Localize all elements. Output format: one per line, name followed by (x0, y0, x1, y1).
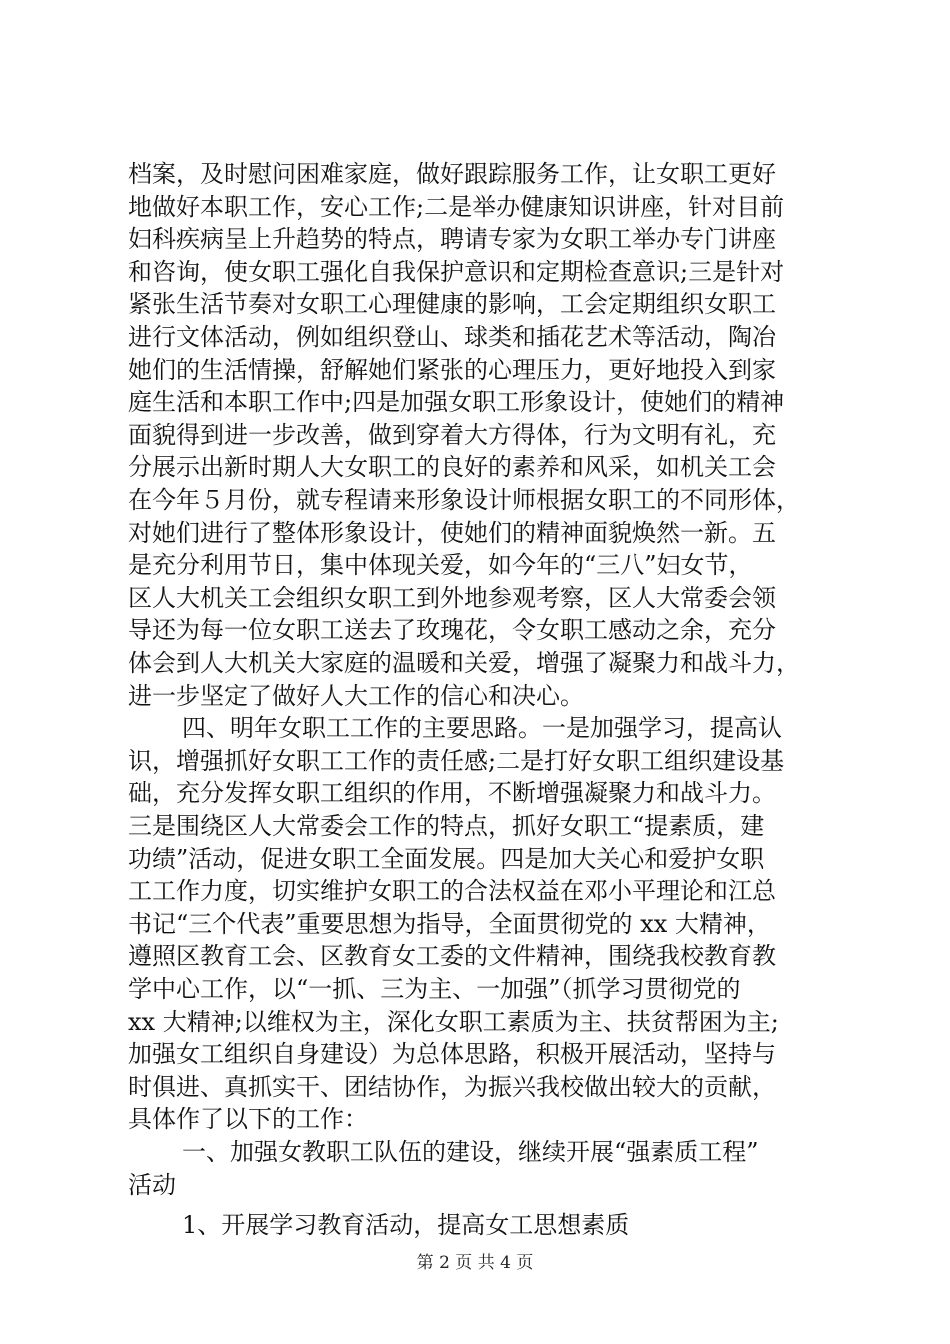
body-line: 面貌得到进一步改善，做到穿着大方得体，行为文明有礼，充 (128, 420, 776, 449)
body-line: 她们的生活情操，舒解她们紧张的心理压力，更好地投入到家 (128, 355, 776, 384)
body-line: 是充分利用节日，集中体现关爱，如今年的“三八”妇女节， (128, 551, 753, 580)
body-line: 识，增强抓好女职工工作的责任感;二是打好女职工组织建设基 (128, 746, 785, 775)
body-line: 在今年５月份，就专程请来形象设计师根据女职工的不同形体， (128, 486, 800, 514)
body-line: 体会到人大机关大家庭的温暖和关爱，增强了凝聚力和战斗力， (128, 649, 800, 677)
section-heading-line: 一、加强女教职工队伍的建设，继续开展“强素质工程” (182, 1138, 759, 1166)
body-line: 分展示出新时期人大女职工的良好的素养和风采，如机关工会 (128, 453, 776, 482)
body-line: 档案，及时慰问困难家庭，做好跟踪服务工作，让女职工更好 (128, 160, 776, 188)
body-line: 对她们进行了整体形象设计，使她们的精神面貌焕然一新。五 (128, 518, 776, 547)
body-line: 三是围绕区人大常委会工作的特点，抓好女职工“提素质，建 (128, 812, 765, 840)
body-line: 区人大机关工会组织女职工到外地参观考察，区人大常委会领 (128, 583, 776, 612)
section-heading-line: 四、明年女职工工作的主要思路。一是加强学习，提高认 (182, 714, 782, 743)
body-line: xx 大精神;以维权为主，深化女职工素质为主、扶贫帮困为主; (128, 1007, 779, 1036)
body-line: 工工作力度，切实维护女职工的合法权益在邓小平理论和江总 (128, 877, 776, 906)
body-line: 妇科疾病呈上升趋势的特点，聘请专家为女职工举办专门讲座 (128, 225, 776, 254)
body-line: 地做好本职工作，安心工作;二是举办健康知识讲座，针对目前 (128, 192, 785, 221)
body-line: 紧张生活节奏对女职工心理健康的影响，工会定期组织女职工 (128, 290, 776, 319)
body-line: 和咨询，使女职工强化自我保护意识和定期检查意识;三是针对 (128, 257, 785, 286)
body-line: 时俱进、真抓实干、团结协作，为振兴我校做出较大的贡献， (128, 1072, 776, 1101)
body-line: 庭生活和本职工作中;四是加强女职工形象设计，使她们的精神 (128, 388, 785, 417)
body-line: 学中心工作，以“一抓、三为主、一加强”（抓学习贯彻党的 (128, 975, 741, 1003)
page-number-footer: 第 2 页 共 4 页 (416, 1253, 534, 1273)
body-line: 进行文体活动，例如组织登山、球类和插花艺术等活动，陶冶 (128, 323, 776, 351)
body-line: 进一步坚定了做好人大工作的信心和决心。 (128, 681, 584, 710)
body-line: 功绩”活动，促进女职工全面发展。四是加大关心和爱护女职 (128, 844, 765, 873)
body-line: 书记“三个代表”重要思想为指导，全面贯彻党的 xx 大精神， (128, 909, 771, 938)
body-line: 导还为每一位女职工送去了玫瑰花，令女职工感动之余，充分 (128, 616, 776, 645)
body-line: 础，充分发挥女职工组织的作用，不断增强凝聚力和战斗力。 (128, 779, 776, 808)
body-line: 具体作了以下的工作： (128, 1105, 368, 1134)
body-line: 加强女工组织自身建设）为总体思路，积极开展活动，坚持与 (128, 1040, 776, 1069)
body-line: 遵照区教育工会、区教育女工委的文件精神，围绕我校教育教 (128, 942, 776, 971)
body-line: 活动 (128, 1170, 176, 1199)
numbered-item-line: 1、开展学习教育活动，提高女工思想素质 (182, 1211, 630, 1240)
